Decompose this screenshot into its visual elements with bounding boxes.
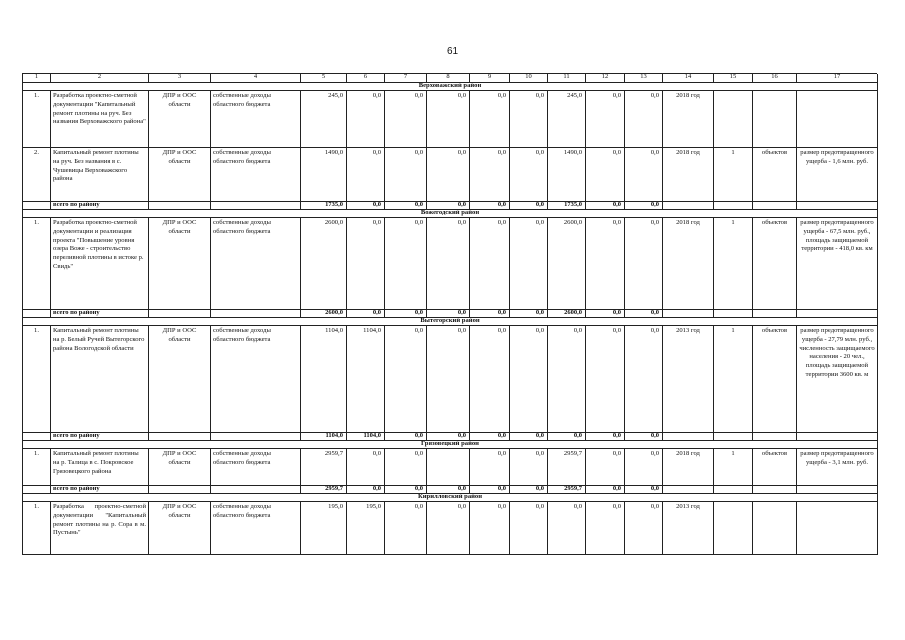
value-col-10: 0,0	[510, 449, 548, 486]
executor: ДПР и ООС области	[149, 449, 211, 486]
column-number: 15	[714, 74, 753, 83]
total-label: всего по району	[51, 202, 149, 210]
total-col-9: 0,0	[470, 486, 510, 494]
total-col-6: 0,0	[347, 202, 385, 210]
value-col-9: 0,0	[470, 326, 510, 433]
value-col-6: 0,0	[347, 218, 385, 310]
total-col-9: 0,0	[470, 202, 510, 210]
total-col-5: 1735,0	[301, 202, 347, 210]
total-col-10: 0,0	[510, 433, 548, 441]
effect: размер предотвращенного ущерба - 27,79 млн. руб., численность защищаемого населения - 20 чел., площадь защищаемой территории 3600 кв. м	[797, 326, 878, 433]
value-col-8: 0,0	[427, 326, 470, 433]
funding-source: собственные доходы областного бюджета	[211, 91, 301, 148]
column-number: 11	[548, 74, 586, 83]
executor: ДПР и ООС области	[149, 502, 211, 555]
quantity: 1	[714, 218, 753, 310]
value-col-7: 0,0	[385, 449, 427, 486]
executor: ДПР и ООС области	[149, 326, 211, 433]
total-col-11: 2959,7	[548, 486, 586, 494]
column-number: 7	[385, 74, 427, 83]
row-number: 1.	[23, 326, 51, 433]
total-col-12: 0,0	[586, 433, 625, 441]
measure-name: Разработка проектно-сметной документации и реализация проекта "Повышение уровня озера Воже - строительство переливной плотины в истоке р. Свидь"	[51, 218, 149, 310]
measure-name: Капитальный ремонт плотины на р. Белый Ручей Вытегорского района Вологодской области	[51, 326, 149, 433]
unit: объектов	[753, 148, 797, 202]
district-total-row	[23, 486, 877, 494]
value-col-5: 1104,0	[301, 326, 347, 433]
value-col-12: 0,0	[586, 91, 625, 148]
value-col-11: 0,0	[548, 326, 586, 433]
unit	[753, 502, 797, 555]
district-total-row	[23, 433, 877, 441]
value-col-8: 0,0	[427, 148, 470, 202]
year: 2013 год	[663, 326, 714, 433]
value-col-9: 0,0	[470, 449, 510, 486]
row-number: 2.	[23, 148, 51, 202]
total-col-13: 0,0	[625, 486, 663, 494]
executor: ДПР и ООС области	[149, 148, 211, 202]
value-col-11: 2600,0	[548, 218, 586, 310]
effect	[797, 91, 878, 148]
page-number: 61	[446, 46, 459, 57]
total-col-13: 0,0	[625, 310, 663, 318]
total-col-13: 0,0	[625, 433, 663, 441]
value-col-6: 195,0	[347, 502, 385, 555]
total-col-13: 0,0	[625, 202, 663, 210]
district-total-row	[23, 202, 877, 210]
value-col-8: 0,0	[427, 91, 470, 148]
total-col-8: 0,0	[427, 310, 470, 318]
column-number: 12	[586, 74, 625, 83]
column-number: 5	[301, 74, 347, 83]
column-number: 17	[797, 74, 878, 83]
quantity: 1	[714, 449, 753, 486]
value-col-5: 195,0	[301, 502, 347, 555]
measure-name: Разработка проектно-сметной документации "Капитальный ремонт плотины на р. Сора в м. Пустынь"	[51, 502, 149, 555]
district-header	[23, 318, 877, 326]
value-col-9: 0,0	[470, 502, 510, 555]
value-col-6: 0,0	[347, 91, 385, 148]
year: 2018 год	[663, 91, 714, 148]
value-col-7: 0,0	[385, 91, 427, 148]
total-col-12: 0,0	[586, 310, 625, 318]
total-col-11: 2600,0	[548, 310, 586, 318]
total-col-7: 0,0	[385, 202, 427, 210]
funding-source: собственные доходы областного бюджета	[211, 326, 301, 433]
unit	[753, 91, 797, 148]
district-header	[23, 83, 877, 91]
row-number: 1.	[23, 502, 51, 555]
value-col-6: 0,0	[347, 449, 385, 486]
year: 2018 год	[663, 148, 714, 202]
total-col-6: 0,0	[347, 486, 385, 494]
district-title: Вытегорский район	[23, 318, 878, 326]
value-col-12: 0,0	[586, 148, 625, 202]
value-col-8	[427, 449, 470, 486]
value-col-12: 0,0	[586, 326, 625, 433]
table-row	[23, 218, 877, 310]
value-col-11: 2959,7	[548, 449, 586, 486]
total-col-12: 0,0	[586, 202, 625, 210]
row-number: 1.	[23, 449, 51, 486]
total-col-10: 0,0	[510, 310, 548, 318]
value-col-10: 0,0	[510, 218, 548, 310]
table-row	[23, 502, 877, 555]
column-number: 16	[753, 74, 797, 83]
year: 2018 год	[663, 449, 714, 486]
value-col-8: 0,0	[427, 218, 470, 310]
value-col-7: 0,0	[385, 326, 427, 433]
value-col-7: 0,0	[385, 218, 427, 310]
column-number: 4	[211, 74, 301, 83]
total-label: всего по району	[51, 310, 149, 318]
column-number: 3	[149, 74, 211, 83]
value-col-8: 0,0	[427, 502, 470, 555]
total-col-9: 0,0	[470, 433, 510, 441]
value-col-5: 245,0	[301, 91, 347, 148]
total-col-9: 0,0	[470, 310, 510, 318]
quantity: 1	[714, 148, 753, 202]
measure-name: Капитальный ремонт плотины на р. Талица в с. Покровское Грязовецкого района	[51, 449, 149, 486]
value-col-6: 0,0	[347, 148, 385, 202]
district-title: Вожегодский район	[23, 210, 878, 218]
executor: ДПР и ООС области	[149, 218, 211, 310]
row-number: 1.	[23, 91, 51, 148]
funding-source: собственные доходы областного бюджета	[211, 218, 301, 310]
district-header	[23, 210, 877, 218]
row-number: 1.	[23, 218, 51, 310]
total-col-8: 0,0	[427, 202, 470, 210]
value-col-12: 0,0	[586, 218, 625, 310]
year: 2018 год	[663, 218, 714, 310]
total-col-7: 0,0	[385, 310, 427, 318]
total-col-8: 0,0	[427, 486, 470, 494]
value-col-10: 0,0	[510, 326, 548, 433]
budget-table	[22, 73, 877, 555]
year: 2013 год	[663, 502, 714, 555]
value-col-13: 0,0	[625, 502, 663, 555]
quantity	[714, 91, 753, 148]
total-col-6: 0,0	[347, 310, 385, 318]
column-number: 6	[347, 74, 385, 83]
total-col-7: 0,0	[385, 486, 427, 494]
district-header	[23, 441, 877, 449]
value-col-11: 245,0	[548, 91, 586, 148]
value-col-11: 1490,0	[548, 148, 586, 202]
table-row	[23, 148, 877, 202]
column-number: 13	[625, 74, 663, 83]
total-col-11: 0,0	[548, 433, 586, 441]
value-col-5: 2959,7	[301, 449, 347, 486]
effect	[797, 502, 878, 555]
value-col-10: 0,0	[510, 91, 548, 148]
value-col-7: 0,0	[385, 502, 427, 555]
column-number: 8	[427, 74, 470, 83]
value-col-10: 0,0	[510, 502, 548, 555]
quantity: 1	[714, 326, 753, 433]
value-col-9: 0,0	[470, 218, 510, 310]
measure-name: Разработка проектно-сметной документации "Капитальный ремонт плотины на руч. Без названия Верховажского района"	[51, 91, 149, 148]
effect: размер предотвращенного ущерба - 1,6 млн. руб.	[797, 148, 878, 202]
funding-source: собственные доходы областного бюджета	[211, 449, 301, 486]
effect: размер предотвращенного ущерба - 67,5 млн. руб., площадь защищаемой территории - 418,0 кв. км	[797, 218, 878, 310]
total-col-8: 0,0	[427, 433, 470, 441]
value-col-5: 2600,0	[301, 218, 347, 310]
district-title: Кирилловский район	[23, 494, 878, 502]
unit: объектов	[753, 449, 797, 486]
value-col-6: 1104,0	[347, 326, 385, 433]
column-number-row	[23, 74, 877, 83]
district-title: Грязовецкий район	[23, 441, 878, 449]
column-number: 9	[470, 74, 510, 83]
column-number: 14	[663, 74, 714, 83]
value-col-11: 0,0	[548, 502, 586, 555]
total-col-7: 0,0	[385, 433, 427, 441]
table-row	[23, 326, 877, 433]
value-col-13: 0,0	[625, 148, 663, 202]
column-number: 1	[23, 74, 51, 83]
total-col-10: 0,0	[510, 202, 548, 210]
value-col-13: 0,0	[625, 218, 663, 310]
value-col-13: 0,0	[625, 91, 663, 148]
total-col-12: 0,0	[586, 486, 625, 494]
measure-name: Капитальный ремонт плотины на руч. Без названия в с. Чушевицы Верховажского района	[51, 148, 149, 202]
total-col-5: 2959,7	[301, 486, 347, 494]
value-col-9: 0,0	[470, 148, 510, 202]
value-col-5: 1490,0	[301, 148, 347, 202]
total-label: всего по району	[51, 486, 149, 494]
value-col-12: 0,0	[586, 449, 625, 486]
total-label: всего по району	[51, 433, 149, 441]
unit: объектов	[753, 326, 797, 433]
quantity	[714, 502, 753, 555]
value-col-12: 0,0	[586, 502, 625, 555]
district-title: Верховажский район	[23, 83, 878, 91]
table-row	[23, 91, 877, 148]
funding-source: собственные доходы областного бюджета	[211, 502, 301, 555]
total-col-11: 1735,0	[548, 202, 586, 210]
total-col-5: 1104,0	[301, 433, 347, 441]
total-col-10: 0,0	[510, 486, 548, 494]
column-number: 2	[51, 74, 149, 83]
effect: размер предотвращенного ущерба - 3,1 млн. руб.	[797, 449, 878, 486]
value-col-9: 0,0	[470, 91, 510, 148]
column-number: 10	[510, 74, 548, 83]
district-total-row	[23, 310, 877, 318]
table-row	[23, 449, 877, 486]
value-col-13: 0,0	[625, 326, 663, 433]
district-header	[23, 494, 877, 502]
value-col-10: 0,0	[510, 148, 548, 202]
unit: объектов	[753, 218, 797, 310]
total-col-6: 1104,0	[347, 433, 385, 441]
funding-source: собственные доходы областного бюджета	[211, 148, 301, 202]
value-col-7: 0,0	[385, 148, 427, 202]
total-col-5: 2600,0	[301, 310, 347, 318]
value-col-13: 0,0	[625, 449, 663, 486]
executor: ДПР и ООС области	[149, 91, 211, 148]
